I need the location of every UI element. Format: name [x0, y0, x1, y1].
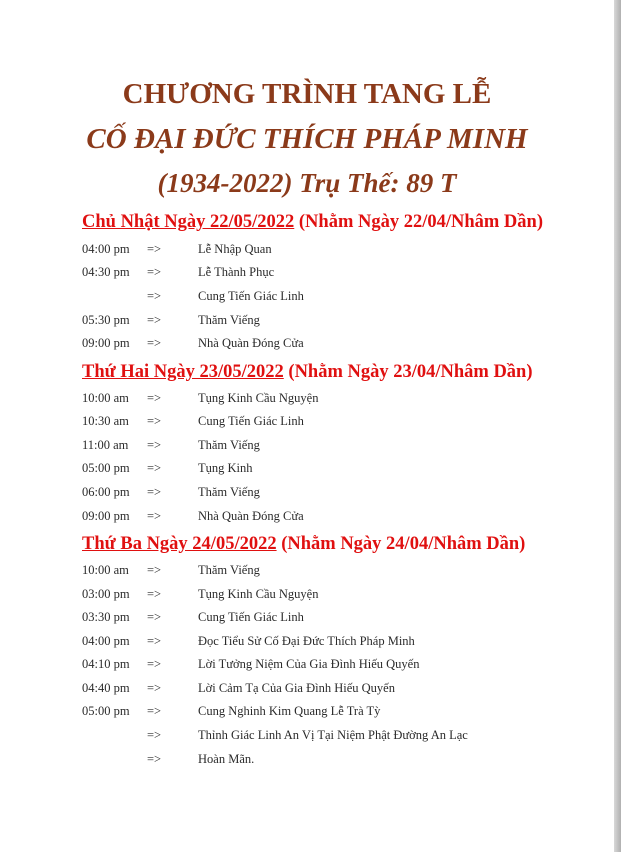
row-arrow: =>: [147, 728, 162, 742]
row-time: 04:30 pm: [82, 265, 130, 279]
schedule-row: [0, 313, 614, 333]
schedule-row: [0, 728, 614, 748]
row-arrow: =>: [147, 634, 162, 648]
day-heading-3: [82, 534, 525, 555]
row-arrow: =>: [147, 681, 162, 695]
row-time: 04:40 pm: [82, 681, 130, 695]
row-arrow: =>: [147, 610, 162, 624]
row-activity: Hoàn Mãn.: [198, 752, 255, 766]
schedule-row: [0, 681, 614, 701]
schedule-row: [0, 265, 614, 285]
row-activity: Cung Tiến Giác Linh: [198, 414, 304, 428]
row-time: 09:00 pm: [82, 509, 130, 523]
program-title: CHƯƠNG TRÌNH TANG LỄ: [122, 78, 492, 110]
row-activity: Cung Nghinh Kim Quang Lễ Trà Tỳ: [198, 704, 381, 718]
row-arrow: =>: [147, 414, 162, 428]
row-arrow: =>: [147, 657, 162, 671]
row-time: 10:00 am: [82, 391, 129, 405]
row-arrow: =>: [147, 704, 162, 718]
row-activity: Cung Tiến Giác Linh: [198, 610, 304, 624]
schedule-row: [0, 289, 614, 309]
row-activity: Thăm Viếng: [198, 438, 260, 452]
schedule-row: [0, 563, 614, 583]
row-time: 10:30 am: [82, 414, 129, 428]
day-heading-1: [82, 212, 543, 233]
page-edge: [614, 0, 621, 852]
schedule-row: [0, 509, 614, 529]
row-time: 10:00 am: [82, 563, 129, 577]
row-time: 05:00 pm: [82, 704, 130, 718]
schedule-row: [0, 634, 614, 654]
row-time: 05:30 pm: [82, 313, 130, 327]
row-time: 11:00 am: [82, 438, 129, 452]
schedule-row: [0, 610, 614, 630]
row-activity: Tụng Kinh Cầu Nguyện: [198, 391, 319, 405]
row-activity: Lời Tưởng Niệm Của Gia Đình Hiếu Quyến: [198, 657, 420, 671]
row-activity: Nhà Quàn Đóng Cửa: [198, 336, 304, 350]
row-activity: Tụng Kinh: [198, 461, 253, 475]
row-arrow: =>: [147, 313, 162, 327]
schedule-row: [0, 438, 614, 458]
row-time: 05:00 pm: [82, 461, 130, 475]
day-date: Thứ Hai Ngày 23/05/2022: [82, 362, 284, 382]
row-activity: Cung Tiến Giác Linh: [198, 289, 304, 303]
row-activity: Thăm Viếng: [198, 485, 260, 499]
schedule-row: [0, 391, 614, 411]
row-time: 04:00 pm: [82, 634, 130, 648]
schedule-row: [0, 657, 614, 677]
schedule-row: [0, 336, 614, 356]
row-activity: Lời Cảm Tạ Của Gia Đình Hiếu Quyến: [198, 681, 395, 695]
row-time: 03:00 pm: [82, 587, 130, 601]
schedule-row: [0, 461, 614, 481]
schedule-row: [0, 587, 614, 607]
row-activity: Nhà Quàn Đóng Cửa: [198, 509, 304, 523]
day-heading-2: [82, 362, 533, 383]
day-date: Thứ Ba Ngày 24/05/2022: [82, 534, 277, 554]
day-date: Chủ Nhật Ngày 22/05/2022: [82, 212, 295, 232]
row-time: 04:00 pm: [82, 242, 130, 256]
row-activity: Tụng Kinh Cầu Nguyện: [198, 587, 319, 601]
row-arrow: =>: [147, 391, 162, 405]
row-arrow: =>: [147, 438, 162, 452]
row-activity: Đọc Tiểu Sử Cố Đại Đức Thích Pháp Minh: [198, 634, 415, 648]
row-activity: Thỉnh Giác Linh An Vị Tại Niệm Phật Đường An Lạc: [198, 728, 468, 742]
day-lunar-date: (Nhằm Ngày 22/04/Nhâm Dần): [298, 212, 543, 232]
row-activity: Thăm Viếng: [198, 313, 260, 327]
row-time: 09:00 pm: [82, 336, 130, 350]
row-arrow: =>: [147, 242, 162, 256]
deceased-name: CỐ ĐẠI ĐỨC THÍCH PHÁP MINH: [86, 123, 528, 155]
life-span: (1934-2022) Trụ Thế: 89 T: [157, 168, 457, 198]
row-activity: Lễ Nhập Quan: [198, 242, 272, 256]
row-arrow: =>: [147, 485, 162, 499]
row-time: 04:10 pm: [82, 657, 130, 671]
schedule-row: [0, 414, 614, 434]
row-activity: Lễ Thành Phục: [198, 265, 275, 279]
row-arrow: =>: [147, 752, 162, 766]
schedule-row: [0, 704, 614, 724]
schedule-row: [0, 752, 614, 772]
day-lunar-date: (Nhằm Ngày 24/04/Nhâm Dần): [281, 534, 526, 554]
row-time: 06:00 pm: [82, 485, 130, 499]
row-arrow: =>: [147, 289, 162, 303]
schedule-row: [0, 485, 614, 505]
row-arrow: =>: [147, 563, 162, 577]
day-lunar-date: (Nhằm Ngày 23/04/Nhâm Dần): [288, 362, 533, 382]
row-arrow: =>: [147, 265, 162, 279]
row-arrow: =>: [147, 587, 162, 601]
row-arrow: =>: [147, 461, 162, 475]
row-arrow: =>: [147, 336, 162, 350]
row-activity: Thăm Viếng: [198, 563, 260, 577]
row-arrow: =>: [147, 509, 162, 523]
schedule-row: [0, 242, 614, 262]
row-time: 03:30 pm: [82, 610, 130, 624]
